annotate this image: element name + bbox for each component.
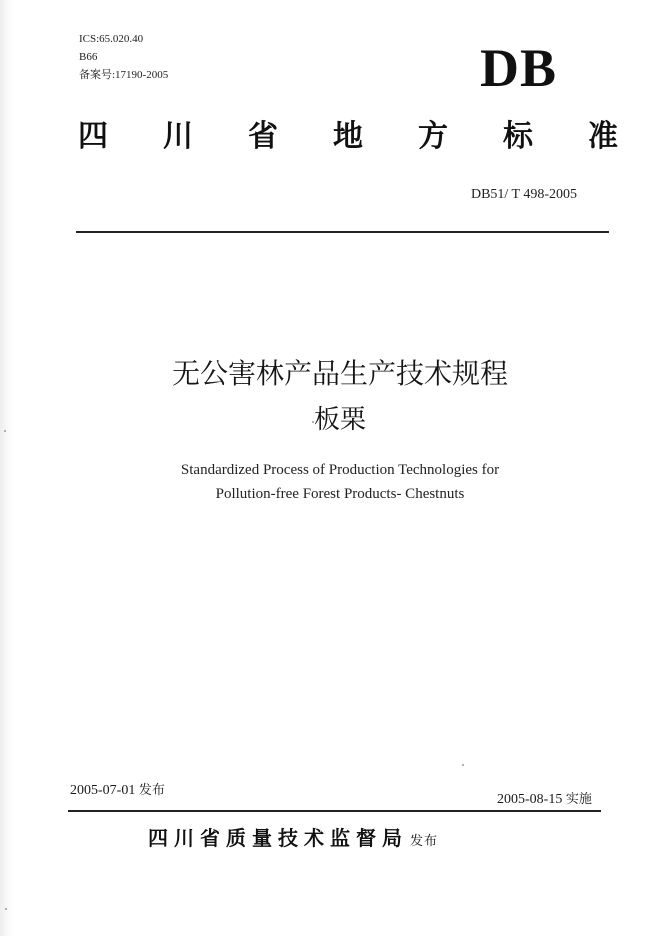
scan-speck — [5, 908, 7, 910]
standard-type-char: 川 — [163, 119, 193, 154]
footer-divider — [68, 810, 601, 812]
scan-speck — [4, 430, 6, 432]
standard-number: DB51/ T 498-2005 — [470, 187, 577, 202]
title-english-line-1: Standardized Process of Production Technologies for — [180, 462, 500, 478]
title-english-line-2: Pollution-free Forest Products- Chestnuts — [215, 486, 465, 502]
standard-type-heading — [78, 117, 618, 157]
title-chinese: 无公害林产品生产技术规程 — [171, 357, 508, 390]
implementation-date-label: 实施 — [565, 792, 592, 807]
record-number: 备案号:17190-2005 — [79, 69, 169, 81]
standard-type-char: 地 — [333, 119, 363, 154]
standard-type-char: 方 — [418, 119, 448, 154]
scan-speck — [312, 421, 314, 423]
issue-date-label: 发布 — [138, 783, 165, 798]
issue-date — [70, 782, 165, 800]
classification-code: B66 — [79, 51, 98, 63]
issuing-authority — [148, 825, 438, 855]
standard-type-char: 省 — [248, 119, 278, 154]
db-logo: DB — [480, 38, 558, 98]
scan-speck — [462, 764, 464, 766]
issuer-suffix: 发布 — [410, 834, 439, 849]
issuer-name: 四川省质量技术监督局 — [148, 826, 408, 850]
subtitle-chinese: 板栗 — [313, 405, 366, 435]
header-divider — [76, 231, 609, 233]
standard-type-char: 标 — [503, 119, 533, 154]
ics-code: ICS:65.020.40 — [79, 33, 144, 45]
issue-date-value: 2005-07-01 — [70, 783, 136, 798]
implementation-date-value: 2005-08-15 — [497, 792, 563, 807]
standard-type-char: 准 — [588, 119, 618, 154]
implementation-date — [497, 791, 592, 809]
standard-type-char: 四 — [78, 119, 108, 154]
